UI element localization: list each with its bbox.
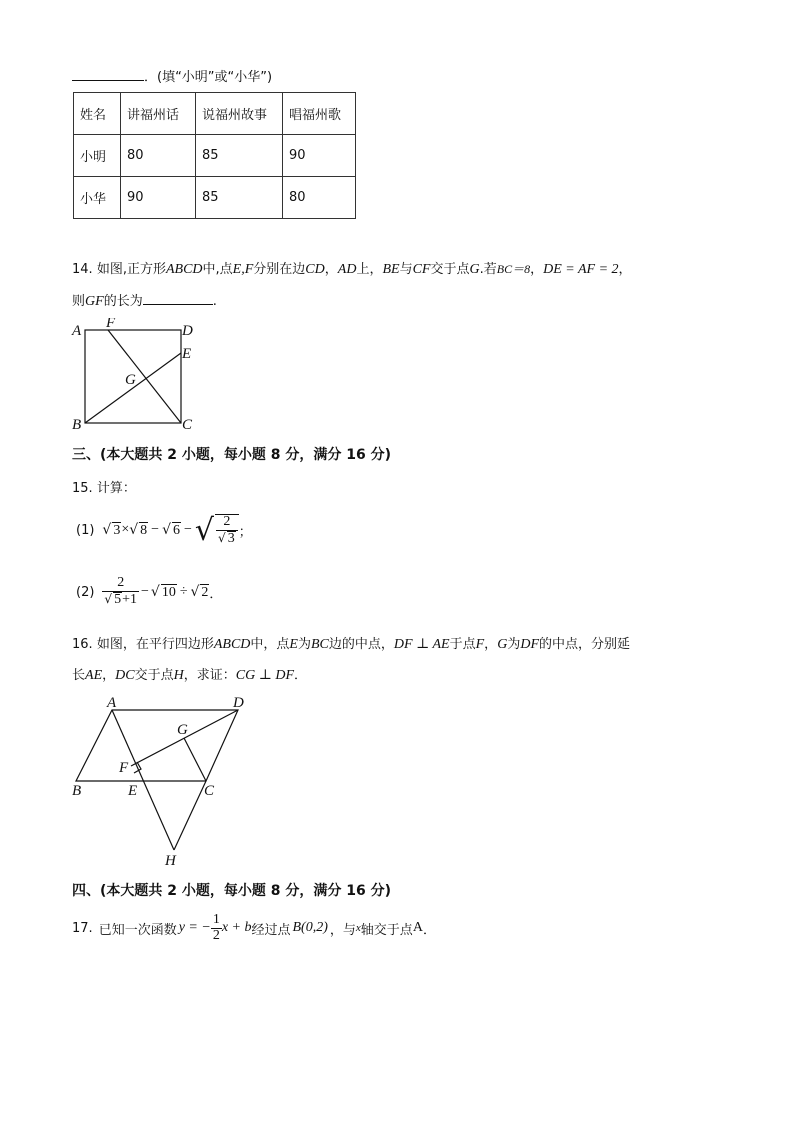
math-a: A [412,920,423,935]
label-c: C [182,417,193,433]
label-f: F [106,318,116,331]
label-f: F [119,760,129,776]
operator: − [151,522,160,537]
fraction-den-plus: +1 [122,592,137,607]
parallelogram-figure [68,694,258,866]
radicand: 10 [161,584,176,600]
q14-line2 [72,290,217,310]
math-ad: AD [337,262,357,277]
q14-text: ， [618,262,632,277]
operator: × [121,522,130,537]
q16-text: 如图，在平行四边形 [96,637,214,652]
math-h: H [173,668,184,683]
q14-text: ， [530,262,544,277]
table-header-cell: 唱福州歌 [283,93,356,135]
q16-text: 边的中点， [328,637,394,652]
sqrt-sign: √ [194,512,215,548]
table-cell: 90 [283,135,356,177]
segment-ah [112,710,174,850]
q16-text: ， [484,637,498,652]
q14-line1 [72,258,632,278]
punctuation: ． [209,586,223,602]
fraction [102,576,139,607]
fraction-numerator: 1 [212,911,220,927]
segment-cg [184,738,206,781]
math-df: DF [520,637,539,652]
q15-intro [72,477,136,496]
q16-text: 交于点 [134,668,174,683]
q15-text: 计算： [96,481,136,496]
q16-line1 [72,633,630,653]
q16-text: ． [294,668,308,683]
label-a: A [72,323,82,339]
q16-text: ， [102,668,116,683]
label-a: A [107,695,117,711]
fraction-denominator [102,591,139,608]
table-cell: 小华 [74,177,121,219]
math-cf: CF [412,262,431,277]
segment-ch [174,781,206,850]
q14-text: ， [324,262,338,277]
math-g: G [497,637,508,652]
q17-text: ． [422,922,436,938]
label-h: H [165,853,176,866]
math-x: x [355,922,361,934]
q16-text: 为 [507,637,521,652]
segment-be [85,353,181,423]
fraction-numerator: 2 [117,575,125,591]
math-de-eq: DE = AF = 2 [543,262,619,277]
sqrt-sign: √ [162,522,171,538]
q14-text: .若 [479,262,497,277]
q16-text: 的中点，分别延 [539,637,631,652]
question-number: 17. [72,920,93,936]
label-c: C [204,783,215,799]
radicand: 5 [114,592,122,607]
question-number: 14. [72,262,93,277]
q16-text: 于点 [449,637,476,652]
math-abcd: ABCD [165,262,203,277]
table-header-cell: 姓名 [74,93,121,135]
label-b: B [72,417,82,433]
table-cell: 80 [283,177,356,219]
math-g: G [469,262,480,277]
part-label: (1) [76,522,95,538]
fraction-numerator: 2 [223,513,231,529]
radicand: 3 [113,522,121,538]
q13-tail-text: ．(填“小明”或“小华”) [144,70,273,85]
math-ef: E,F [232,262,254,277]
math-e: E [289,637,298,652]
table-cell: 90 [121,177,196,219]
q16-text: ，求证： [183,668,236,683]
fraction-denominator: 2 [212,927,220,943]
table-header-cell: 讲福州话 [121,93,196,135]
section-heading: 四、(本大题共 2 小题，每小题 8 分，满分 16 分) [72,883,392,899]
label-d: D [233,695,244,711]
table-header-cell: 说福州故事 [196,93,283,135]
math-cg-perp-df: CG ⊥ DF [235,668,295,683]
math-y-eq: y = − [178,920,211,935]
operator: − [140,584,149,599]
question-number: 15. [72,481,93,496]
fraction-denominator [216,530,238,547]
q14-text: 交于点 [430,262,470,277]
sqrt-sign: √ [190,584,200,600]
square-figure [68,318,208,433]
table-row [74,135,356,177]
q17-text: 轴交于点 [360,922,413,938]
q17-text: ，与 [329,922,356,938]
punctuation: ； [238,524,252,540]
sqrt-sign: √ [218,530,226,545]
label-d: D [182,323,193,339]
math-ae: AE [85,668,103,683]
operator: ÷ [179,584,188,599]
math-point-b: B(0,2) [292,920,328,935]
math-be: BE [382,262,400,277]
table-cell: 小明 [74,135,121,177]
radicand: 2 [201,584,209,600]
q16-line2 [72,664,307,684]
answer-blank[interactable] [72,66,144,81]
q13-fill-line [72,66,272,85]
q17-text: 经过点 [251,922,291,938]
math-df-perp-ae: DF ⊥ AE [393,637,450,652]
segment-cf [108,330,181,423]
part-label: (2) [76,584,95,600]
math-bc-eq: BC＝8 [496,262,531,276]
sqrt-fraction [215,514,239,546]
q17-text: 已知一次函数 [98,922,177,938]
q15-part2 [76,572,222,612]
q14-text: 上， [356,262,383,277]
q16-text: 长 [72,668,86,683]
answer-blank[interactable] [143,292,213,305]
math-gf: GF [85,294,104,309]
sqrt-sign: √ [150,584,160,600]
label-b: B [72,783,82,799]
q14-text: 中,点 [202,262,233,277]
parallelogram-abcd [76,710,238,781]
q17-line [72,908,436,948]
math-cd: CD [305,262,325,277]
q14-text: 分别在边 [253,262,306,277]
fraction [211,913,222,943]
q14-text: 如图,正方形 [96,262,166,277]
label-g: G [125,372,136,388]
radicand: 8 [140,522,148,538]
table-row [74,177,356,219]
math-x-b: x + b [221,920,252,935]
q16-text: 为 [297,637,311,652]
label-e: E [128,783,138,799]
radicand: 3 [227,530,235,546]
label-g: G [177,722,188,738]
sqrt-sign: √ [102,522,112,538]
operator: − [184,522,192,537]
q14-text: 与 [399,262,413,277]
sqrt-sign: √ [129,522,139,538]
table-cell: 80 [121,135,196,177]
radicand: 6 [173,522,180,538]
label-e: E [182,346,192,362]
table-header-row [74,93,356,135]
sqrt-sign: √ [104,592,113,606]
math-abcd: ABCD [213,637,251,652]
q14-text: 的长为 [103,294,143,309]
math-bc: BC [311,637,329,652]
q14-text: 则 [72,294,86,309]
table-cell: 85 [196,135,283,177]
question-number: 16. [72,637,93,652]
score-table [73,92,356,219]
section-heading: 三、(本大题共 2 小题，每小题 8 分，满分 16 分) [72,447,392,463]
q14-text: . [212,294,217,309]
q16-text: 中，点 [250,637,290,652]
math-f: F [475,637,485,652]
table-cell: 85 [196,177,283,219]
math-dc: DC [115,668,135,683]
q15-part1 [76,510,252,550]
